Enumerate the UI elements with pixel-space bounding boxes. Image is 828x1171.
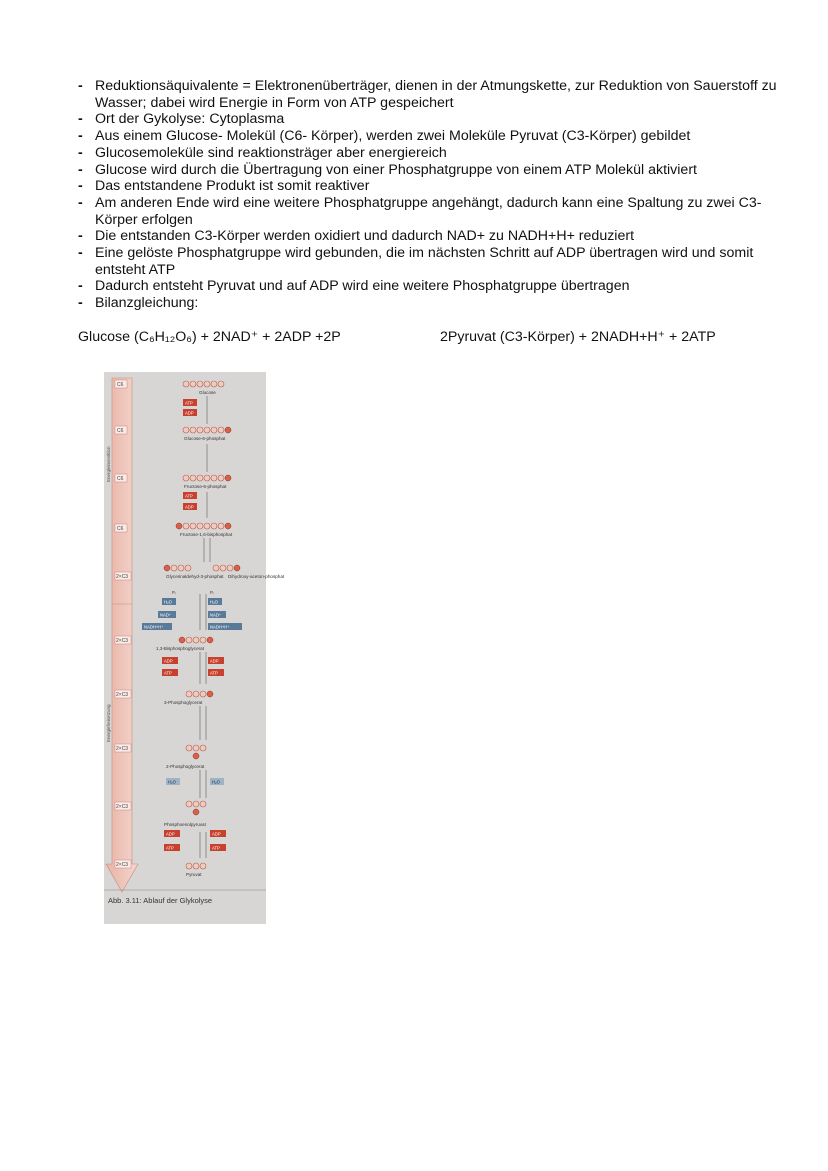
bullet-dash: - [78, 278, 83, 295]
list-item [78, 162, 778, 179]
label-13bpg: 1,3-Bisphosphoglycerat [156, 646, 205, 651]
bullet-text: Glucosemoleküle sind reaktionsträger aber energiereich [95, 144, 447, 161]
atp-label: ATP [185, 493, 193, 499]
bullet-dash: - [78, 111, 83, 128]
carbon-label: 2×C3 [116, 862, 129, 868]
h2o-label: H₂O [210, 599, 218, 605]
list-item [78, 128, 778, 145]
atp-label: ATP [212, 845, 220, 851]
bullet-dash: - [78, 194, 83, 211]
label-g6p: Glucose-6-phosphat [184, 436, 226, 441]
atp-label: ATP [164, 670, 172, 676]
list-item [78, 245, 778, 278]
carbon-label: C6 [117, 526, 124, 532]
list-item [78, 228, 778, 245]
glycolysis-diagram [104, 372, 285, 924]
glycolysis-figure [104, 372, 285, 924]
h2o-label: H₂O [212, 779, 220, 785]
bullet-text: Die entstanden C3-Körper werden oxidiert und dadurch NAD+ zu NADH+H+ reduziert [95, 228, 635, 245]
label-2pg: 2-Phosphoglycerat [166, 764, 205, 769]
nadh-label: NADH+H⁺ [144, 624, 164, 630]
bullet-dash: - [78, 295, 83, 312]
equation-products: 2Pyruvat (C3-Körper) + 2NADH+H⁺ + 2ATP [440, 329, 716, 345]
bullet-text: Das entstandene Produkt ist somit reaktiver [95, 178, 370, 195]
pi-labels [172, 590, 214, 595]
pi-label: Pᵢ [172, 590, 176, 595]
list-item [78, 195, 778, 228]
bullet-dash: - [78, 161, 83, 178]
bullet-text: Glucose wird durch die Übertragung von einer Phosphatgruppe von einem ATP Molekül aktiviert [95, 161, 697, 178]
label-pep: Phosphoenolpyruvat [164, 822, 206, 827]
carbon-label: C6 [117, 382, 124, 388]
bullet-text: Eine gelöste Phosphatgruppe wird gebunden, die im nächsten Schritt auf ADP übertragen wird und somit entsteht ATP [95, 245, 754, 278]
bullet-dash: - [78, 178, 83, 195]
bullet-text: Dadurch entsteht Pyruvat und auf ADP wird eine weitere Phosphatgruppe übertragen [95, 278, 630, 295]
carbon-label: 2×C3 [116, 692, 129, 698]
list-item [78, 278, 778, 295]
list-item [78, 111, 778, 128]
atp-label: ATP [185, 400, 193, 406]
carbon-label: C6 [117, 476, 124, 482]
bullet-dash: - [78, 228, 83, 245]
h2o-label: H₂O [168, 779, 176, 785]
label-glucose: Glucose [199, 390, 216, 395]
list-item [78, 295, 778, 312]
molecule-labels [156, 390, 285, 877]
side-label-investition: Energieinvestition [106, 446, 111, 482]
bullet-text: Aus einem Glucose- Molekül (C6- Körper), werden zwei Moleküle Pyruvat (C3-Körper) gebildet [95, 128, 691, 145]
equation-reactants: Glucose (C₆H₁₂O₆) + 2NAD⁺ + 2ADP +2P [78, 329, 341, 345]
pi-label: Pᵢ [210, 590, 214, 595]
label-f6p: Fructose-6-phosphat [184, 484, 227, 489]
list-item [78, 178, 778, 195]
h2o-label: H₂O [164, 599, 172, 605]
nad-label: NAD⁺ [160, 612, 172, 618]
list-item [78, 78, 778, 111]
side-label-freisetzung: Energiefreisetzung [106, 704, 111, 742]
atp-label: ATP [210, 670, 218, 676]
bullet-text: Reduktionsäquivalente = Elektronenüberträger, dienen in der Atmungskette, zur Reduktion von Sauerstoff zu Wasser; dabei wird Energie in Form von ATP gespeichert [95, 78, 777, 111]
list-item [78, 145, 778, 162]
adp-label: ADP [212, 831, 221, 837]
bullet-dash: - [78, 245, 83, 262]
atp-label: ATP [166, 845, 174, 851]
notes-list [78, 78, 778, 312]
carbon-label: 2×C3 [116, 804, 129, 810]
nad-boxes [142, 598, 242, 785]
label-dhap: Dihydroxy-aceton-phosphat [228, 574, 285, 579]
bullet-text: Bilanzgleichung: [95, 295, 199, 312]
nad-label: NAD⁺ [210, 612, 222, 618]
label-pyruvat: Pyruvat [186, 872, 202, 877]
nadh-label: NADH+H⁺ [210, 624, 230, 630]
label-f16bp: Fructose-1,6-bisphosphat [180, 532, 233, 537]
carbon-label: 2×C3 [116, 746, 129, 752]
balance-equation [78, 329, 778, 345]
adp-label: ADP [185, 504, 194, 510]
bullet-dash: - [78, 144, 83, 161]
carbon-label: 2×C3 [116, 638, 129, 644]
adp-label: ADP [164, 658, 173, 664]
carbon-label: C6 [117, 428, 124, 434]
label-gap: Glycerinaldehyd-3-phosphat [166, 574, 224, 579]
bullet-dash: - [78, 128, 83, 145]
adp-label: ADP [166, 831, 175, 837]
label-3pg: 3-Phosphoglycerat [164, 700, 203, 705]
carbon-label: 2×C3 [116, 574, 129, 580]
bullet-text: Am anderen Ende wird eine weitere Phosphatgruppe angehängt, dadurch kann eine Spaltung zu zwei C3-Körper erfolgen [95, 194, 762, 228]
figure-caption: Abb. 3.11: Ablauf der Glykolyse [108, 896, 213, 905]
adp-label: ADP [210, 658, 219, 664]
bullet-text: Ort der Gykolyse: Cytoplasma [95, 111, 285, 128]
bullet-dash: - [78, 78, 83, 94]
adp-label: ADP [185, 410, 194, 416]
